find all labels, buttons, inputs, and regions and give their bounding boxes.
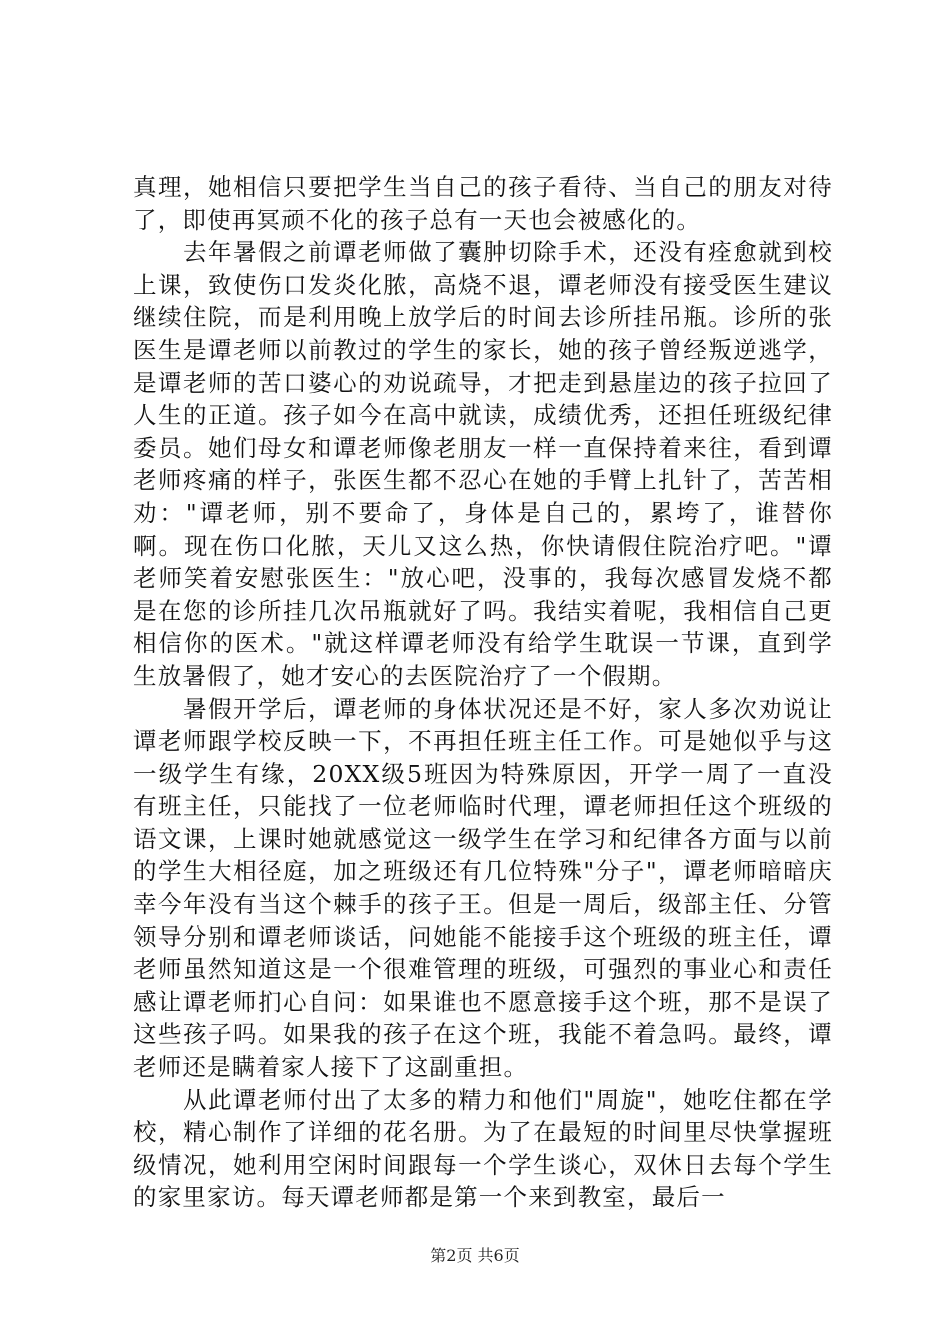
paragraph-surgery: 去年暑假之前谭老师做了囊肿切除手术，还没有痊愈就到校上课，致使伤口发炎化脓，高烧不退，谭老师没有接受医生建议继续住院，而是利用晚上放学后的时间去诊所挂吊瓶。诊所的张医生是谭老师以前教过的学生的家长，她的孩子曾经叛逆逃学，是谭老师的苦口婆心的劝说疏导，才把走到悬崖边的孩子拉回了人生的正道。孩子如今在高中就读，成绩优秀，还担任班级纪律委员。她们母女和谭老师像老朋友一样一直保持着来往，看到谭老师疼痛的样子，张医生都不忍心在她的手臂上扎针了，苦苦相劝："谭老师，别不要命了，身体是自己的，累垮了，谁替你啊。现在伤口化脓，天儿又这么热，你快请假住院治疗吧。"谭老师笑着安慰张医生："放心吧，没事的，我每次感冒发烧不都是在您的诊所挂几次吊瓶就好了吗。我结实着呢，我相信自己更相信你的医术。"就这样谭老师没有给学生耽误一节课，直到学生放暑假了，她才安心的去医院治疗了一个假期。: [133, 238, 833, 690]
page-number-footer: 第2页 共6页: [430, 1246, 520, 1265]
paragraph-continuation: 真理，她相信只要把学生当自己的孩子看待、当自己的朋友对待了，即使再冥顽不化的孩子总有一天也会被感化的。: [133, 173, 833, 234]
body-text: [133, 171, 833, 1214]
paragraph-new-class: 暑假开学后，谭老师的身体状况还是不好，家人多次劝说让谭老师跟学校反映一下，不再担任班主任工作。可是她似乎与这一级学生有缘，20XX级5班因为特殊原因，开学一周了一直没有班主任，只能找了一位老师临时代理，谭老师担任这个班级的语文课，上课时她就感觉这一级学生在学习和纪律各方面与以前的学生大相径庭，加之班级还有几位特殊"分子"，谭老师暗暗庆幸今年没有当这个棘手的孩子王。但是一周后，级部主任、分管领导分别和谭老师谈话，问她能不能接手这个班级的班主任，谭老师虽然知道这是一个很难管理的班级，可强烈的事业心和责任感让谭老师扪心自问：如果谁也不愿意接手这个班，那不是误了这些孩子吗。如果我的孩子在这个班，我能不着急吗。最终，谭老师还是瞒着家人接下了这副重担。: [133, 694, 833, 1082]
paragraph-dedication: 从此谭老师付出了太多的精力和他们"周旋"，她吃住都在学校，精心制作了详细的花名册。为了在最短的时间里尽快掌握班级情况，她利用空闲时间跟每一个学生谈心，双休日去每个学生的家里家访。每天谭老师都是第一个来到教室，最后一: [133, 1085, 833, 1212]
